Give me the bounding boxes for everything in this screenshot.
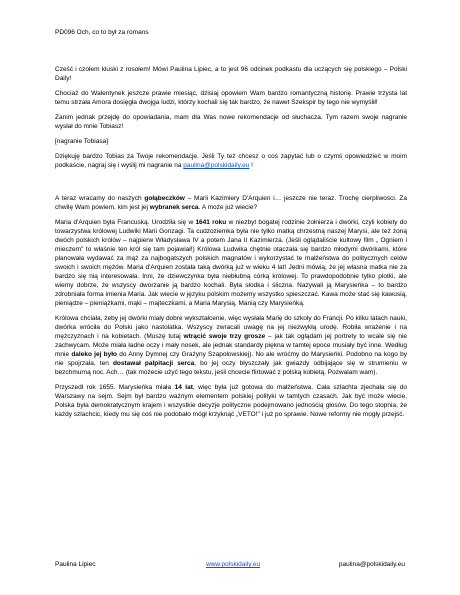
paragraph-recommendations: Zanim jednak przejdę do opowiadania, mam dla Was nowe rekomendacje od słuchacza. Tym razem swoje nagranie wysłał do mnie Tobiasz! (55, 114, 407, 130)
text-run: w niezbyt bogatej rodzinie żołnierza i dwórki, czyli kobiety do towarzystwa królowej Ludwiki Marii Gonzagi. Ta cudzoziemka była nie tylko matką chrzestną naszej Marysi, ale też żoną dwóch polskich królów – najpierw Władysława IV a potem Jana II Kazimierza. (Jeśli oglądaliście kultowy film „ Ogniem i mieczem" to właśnie ten król się tam pojawiał!) Królowa Ludwika chętnie otaczała się bardzo młodymi dwórkami, które planowała wydawać za mąż za najbogatszych polskich magnatów i wykorzystać te małżeństwa do politycznych celów swoich i swoich mężów. Maria d'Arquien została taką dwórką już w wieku 4 lat! Jedni mówią, że jej własna matka nie za bardzo się nią interesowała. Inni, że dziewczynka była niebłubną córką królowej. To prawdopodobnie tylko plotki, ale wiemy dobrze, że wszyscy dworzanie ją bardzo kochali. Była słodka i śliczna. Nazywali ją Marysieńka – to bardzo zdrobniała forma imienia Maria. Jak wiecie w języku polskim możemy wszystko spieszczać. Kawa może stać się kawusią, pieniądze – pieniążkami, mąki – majteczkami, a Maria Marysią, Manią czy Marysieńką. (55, 219, 408, 307)
text-run: do Anny Dymnej czy Grażyny Szapołowskiej). No ale wróćmy do Marysieńki. Podobno na kogo by nie spojrzała, ten (55, 351, 407, 367)
text-run: Maria d'Arquien była Francuską. Urodziła się w (55, 219, 196, 226)
bold-term: daleko jej było (71, 351, 117, 358)
bold-term: 14 lat (174, 384, 193, 391)
section-gap (55, 176, 407, 194)
text-run: , więc była już gotowa do małżeństwa. Cała szlachta zjechała się do Warszawy na sejm. Sejm był bardzo ważnym elementem polskiej polityki w tamtych czasach. Jak być może wiecie, Polska była demokratycznym krajem i wszystkie decyzje polityczne podejmowano jednością głosów. Do tego stopnia, że każdy szlachcic, kiedy mu się coś nie podobało mógł krzyknąć „VETO!" i już po sprawie. Nowe reformy nie mogły przejść. (55, 384, 408, 418)
paragraph-intro: Chociaż do Walentynek jeszcze prawie miesiąc, dzisiaj opowiem Wam bardzo romantyczną historię. Prawie trzysta lat temu strzała Amora dosięgła dwojga ludzi, którzy kochali się tak bardzo, że nawet Szekspir by tego nie wymyślił! (55, 90, 407, 106)
text-run: Królowa chciała, żeby jej dwórki miały dobre wykształcenie, więc wysłała Marię do szkoły do Francji. Po kilku latach nauki, dwórka wróciła do Polski jako nastolatka. Wszyscy zwracali uwagę na jej niezwykłą urodę. Robiła wrażenie i na mężczyznach i na kobietach. (Muszę tutaj (55, 315, 407, 340)
text-run: – jak tak oglądam jej portrety to wcale się nie zachwycam. Może miała ładne oczy i mały nosek, ale jednak standardy piękna w tamtej epoce musiały być inne. Według mnie (55, 333, 407, 358)
bold-term: gołąbeczków (144, 195, 185, 202)
text-run: . A może już wiecie? (198, 204, 258, 211)
paragraph-queen-education (55, 314, 407, 377)
text-run: , bo jej oczy błyszczały jak gwiazdy odbijające się w strumieniu w bezchmurną noc. Ach… (tak możecie użyć tego tekstu, jeśli chcecie flirtować z polską kobietą. Pozwalam wam). (55, 360, 408, 376)
paragraph-story-intro (55, 194, 407, 212)
bold-term: dostawał palpitacji serca (112, 360, 195, 367)
paragraph-thanks (55, 152, 407, 170)
thanks-end: ! (249, 162, 253, 169)
paragraph-sejm (55, 383, 407, 419)
footer-email: paulina@polskidaily.eu (338, 561, 405, 568)
footer-author: Paulina Lipiec (55, 561, 96, 568)
paragraph-maria-bio (55, 218, 407, 308)
footer-website-link[interactable]: www.polskidaily.eu (206, 561, 261, 568)
bold-term: wybranek serca (149, 204, 199, 211)
thanks-text: Dziękuję bardzo Tobias za Twoje rekomendacje. Jeśli Ty też chcesz o coś zapytać lub o czymś opowiedzieć w moim podkaście, nagraj się i wyślij mi nagranie na (55, 153, 407, 169)
text-run: Przyszedł rok 1655. Marysieńka miała (55, 384, 175, 391)
text-run: A teraz wracamy do naszych (55, 195, 145, 202)
bold-term: 1641 roku (195, 219, 227, 226)
text-run: – Marii Kazimiery D'Arquien i… jeszcze nie teraz. Trochę cierpliwości. Za chwilę Wam powiem, kim jest jej (55, 195, 407, 211)
document-body (55, 65, 407, 425)
bold-term: wtrącić swoje trzy grosze (183, 333, 266, 340)
paragraph-greeting: Cześć i czołem kluski z rosołem! Mówi Paulina Lipiec, a to jest 96 odcinek podkastu dla uczących się polskiego – Polski Daily! (55, 66, 407, 82)
email-link[interactable]: paulina@polskidaily.eu (183, 162, 250, 169)
document-title: PD096 Och, co to był za romans (55, 29, 149, 36)
paragraph-recording: [nagranie Tobiasa] (55, 138, 109, 145)
